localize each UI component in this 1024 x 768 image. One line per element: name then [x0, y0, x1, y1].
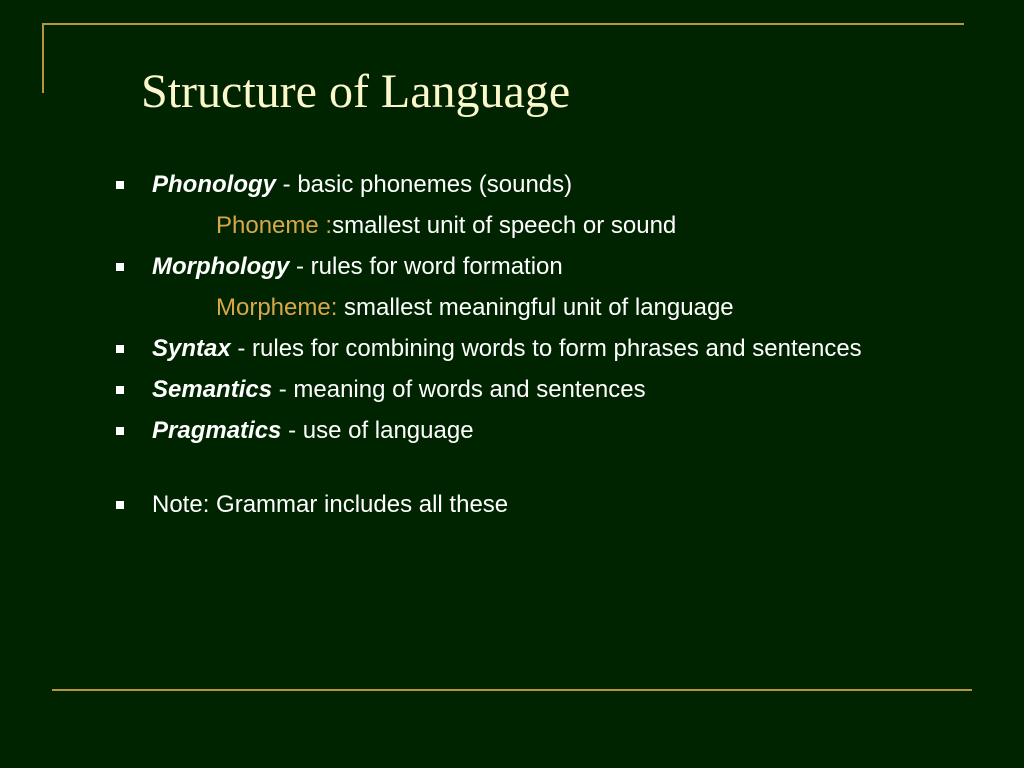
term-pragmatics: Pragmatics [152, 417, 282, 444]
text-morpheme: smallest meaningful unit of language [337, 294, 734, 321]
term-semantics: Semantics [152, 376, 273, 403]
frame-left-line [42, 23, 44, 93]
bullet-note [112, 488, 892, 521]
text-phoneme: smallest unit of speech or sound [332, 212, 677, 239]
square-bullet-icon [116, 427, 124, 435]
desc-morphology: - rules for word formation [289, 253, 563, 280]
square-bullet-icon [116, 501, 124, 509]
label-phoneme: Phoneme : [216, 212, 333, 239]
sub-phoneme [112, 209, 892, 242]
frame-bottom-line [52, 689, 972, 691]
term-phonology: Phonology [152, 171, 276, 198]
bullet-pragmatics [112, 414, 892, 447]
frame-top-line [42, 23, 964, 25]
sub-morpheme [112, 291, 892, 324]
slide-title: Structure of Language [141, 65, 571, 118]
bullet-list [112, 168, 892, 529]
desc-phonology: - basic phonemes (sounds) [275, 171, 573, 198]
note-text: Note: Grammar includes all these [152, 491, 509, 518]
square-bullet-icon [116, 386, 124, 394]
desc-pragmatics: - use of language [281, 417, 474, 444]
bullet-morphology [112, 250, 892, 283]
bullet-semantics [112, 373, 892, 406]
bullet-syntax [112, 332, 892, 365]
desc-syntax: - rules for combining words to form phrases and sentences [230, 335, 862, 362]
square-bullet-icon [116, 181, 124, 189]
term-syntax: Syntax [152, 335, 231, 362]
square-bullet-icon [116, 345, 124, 353]
desc-semantics: - meaning of words and sentences [272, 376, 646, 403]
bullet-phonology [112, 168, 892, 201]
square-bullet-icon [116, 263, 124, 271]
term-morphology: Morphology [152, 253, 290, 280]
label-morpheme: Morpheme: [216, 294, 338, 321]
